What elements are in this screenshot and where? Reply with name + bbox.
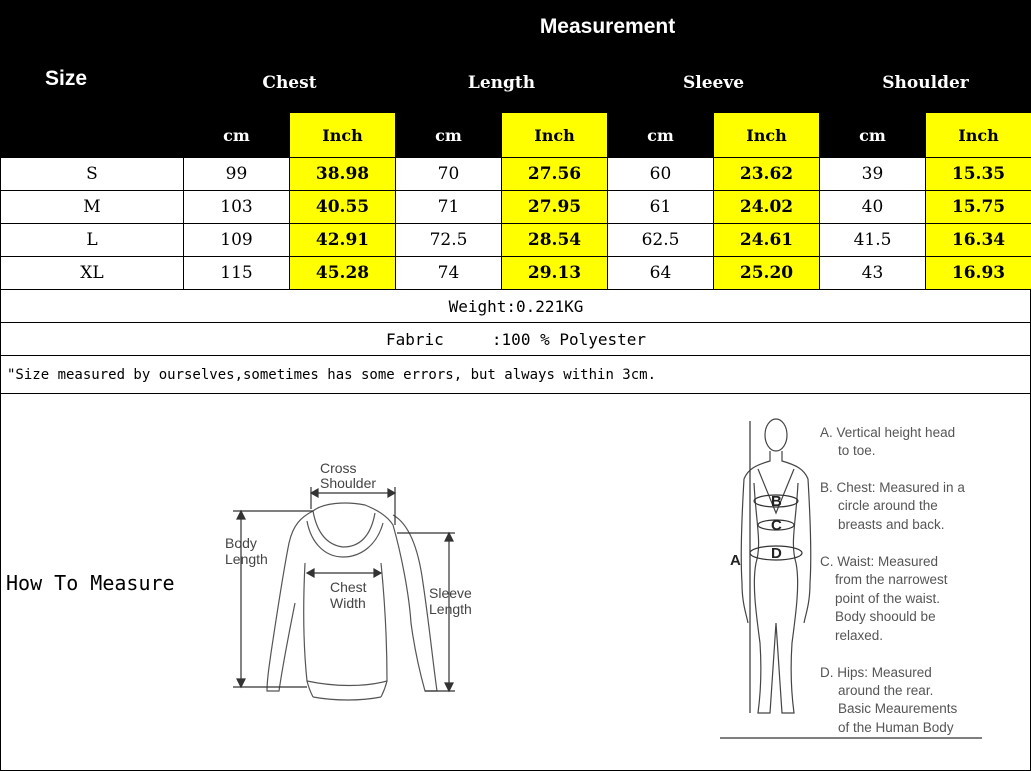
body-note-line: around the rear.	[838, 683, 934, 698]
head-outline	[765, 419, 787, 451]
sleeve-cm-cell: 62.5	[608, 224, 714, 257]
shoulder-inch-cell: 16.34	[926, 224, 1031, 257]
chest-group-header: Chest	[184, 54, 396, 113]
body-note-line: circle around the	[838, 498, 938, 513]
sleeve-inch-cell: 23.62	[714, 158, 820, 191]
shirt-measure-diagram	[215, 453, 485, 703]
shoulder-cm-cell: 39	[820, 158, 926, 191]
shoulder-cm-cell: 41.5	[820, 224, 926, 257]
sleeve-inch-cell: 24.02	[714, 191, 820, 224]
body-note-line: point of the waist.	[835, 591, 941, 606]
how-to-measure-section	[0, 393, 1031, 771]
size-cell: L	[1, 224, 184, 257]
sleeve-inch-cell: 24.61	[714, 224, 820, 257]
sleeve-cm-cell: 64	[608, 257, 714, 290]
body-length-label: Length	[225, 551, 268, 567]
body-note-line: A. Vertical height head	[820, 425, 956, 440]
size-column-header: Size	[1, 1, 184, 158]
length-group-header: Length	[396, 54, 608, 113]
sleeve-group-header: Sleeve	[608, 54, 820, 113]
body-note-line: Basic Meaurements	[838, 701, 958, 716]
body-note-line: to toe.	[838, 443, 876, 458]
shoulder-inch-cell: 15.75	[926, 191, 1031, 224]
sleeve-inch-cell: 25.20	[714, 257, 820, 290]
length-inch-cell: 27.95	[502, 191, 608, 224]
chest-width-label: Width	[330, 595, 366, 611]
shoulder-cm-cell: 40	[820, 191, 926, 224]
length-cm-cell: 74	[396, 257, 502, 290]
chest-inch-header: Inch	[290, 113, 396, 158]
fabric-info: Fabric :100 % Polyester	[1, 323, 1031, 356]
chest-inch-cell: 40.55	[290, 191, 396, 224]
chest-inch-cell: 45.28	[290, 257, 396, 290]
shoulder-inch-cell: 15.35	[926, 158, 1031, 191]
shoulder-cm-header: cm	[820, 113, 926, 158]
chest-cm-cell: 99	[184, 158, 290, 191]
sleeve-inch-header: Inch	[714, 113, 820, 158]
length-cm-cell: 71	[396, 191, 502, 224]
shoulder-group-header: Shoulder	[820, 54, 1031, 113]
marker-c: C	[771, 517, 782, 534]
size-note: "Size measured by ourselves,sometimes has some errors, but always within 3cm.	[1, 356, 1031, 394]
chest-cm-cell: 109	[184, 224, 290, 257]
table-row	[1, 224, 1031, 257]
body-outline	[741, 451, 811, 713]
body-note-line: from the narrowest	[835, 572, 948, 587]
body-length-label: Body	[225, 535, 257, 551]
sleeve-length-label: Length	[429, 601, 472, 617]
chest-cm-cell: 103	[184, 191, 290, 224]
body-note-line: of the Human Body	[838, 720, 954, 735]
body-note-line: B. Chest: Measured in a	[820, 480, 965, 495]
marker-a: A	[730, 552, 741, 569]
length-inch-cell: 28.54	[502, 224, 608, 257]
size-cell: M	[1, 191, 184, 224]
cross-shoulder-label: Shoulder	[320, 475, 377, 491]
length-cm-header: cm	[396, 113, 502, 158]
shoulder-cm-cell: 43	[820, 257, 926, 290]
length-inch-header: Inch	[502, 113, 608, 158]
weight-info: Weight:0.221KG	[1, 290, 1031, 323]
sleeve-cm-header: cm	[608, 113, 714, 158]
size-cell: S	[1, 158, 184, 191]
marker-d: D	[771, 545, 782, 562]
shoulder-inch-header: Inch	[926, 113, 1031, 158]
body-note-line: Body shoould be	[835, 609, 936, 624]
sleeve-cm-cell: 60	[608, 158, 714, 191]
how-to-measure-title: How To Measure	[6, 571, 175, 595]
body-note-line: relaxed.	[835, 628, 884, 643]
chest-width-label: Chest	[330, 579, 367, 595]
length-cm-cell: 70	[396, 158, 502, 191]
table-row	[1, 257, 1031, 290]
body-note-line: breasts and back.	[838, 517, 945, 532]
chest-cm-cell: 115	[184, 257, 290, 290]
length-inch-cell: 27.56	[502, 158, 608, 191]
cross-shoulder-label: Cross	[320, 460, 357, 476]
table-row	[1, 191, 1031, 224]
length-cm-cell: 72.5	[396, 224, 502, 257]
marker-b: B	[771, 493, 782, 510]
sleeve-length-label: Sleeve	[429, 585, 472, 601]
size-cell: XL	[1, 257, 184, 290]
shoulder-inch-cell: 16.93	[926, 257, 1031, 290]
body-measure-diagram	[720, 413, 1020, 743]
chest-inch-cell: 38.98	[290, 158, 396, 191]
sleeve-cm-cell: 61	[608, 191, 714, 224]
chest-inch-cell: 42.91	[290, 224, 396, 257]
chest-cm-header: cm	[184, 113, 290, 158]
measurement-header: Measurement	[184, 1, 1031, 54]
table-row	[1, 158, 1031, 191]
length-inch-cell: 29.13	[502, 257, 608, 290]
body-note-line: D. Hips: Measured	[820, 665, 932, 680]
body-note-line: C. Waist: Measured	[820, 554, 939, 569]
